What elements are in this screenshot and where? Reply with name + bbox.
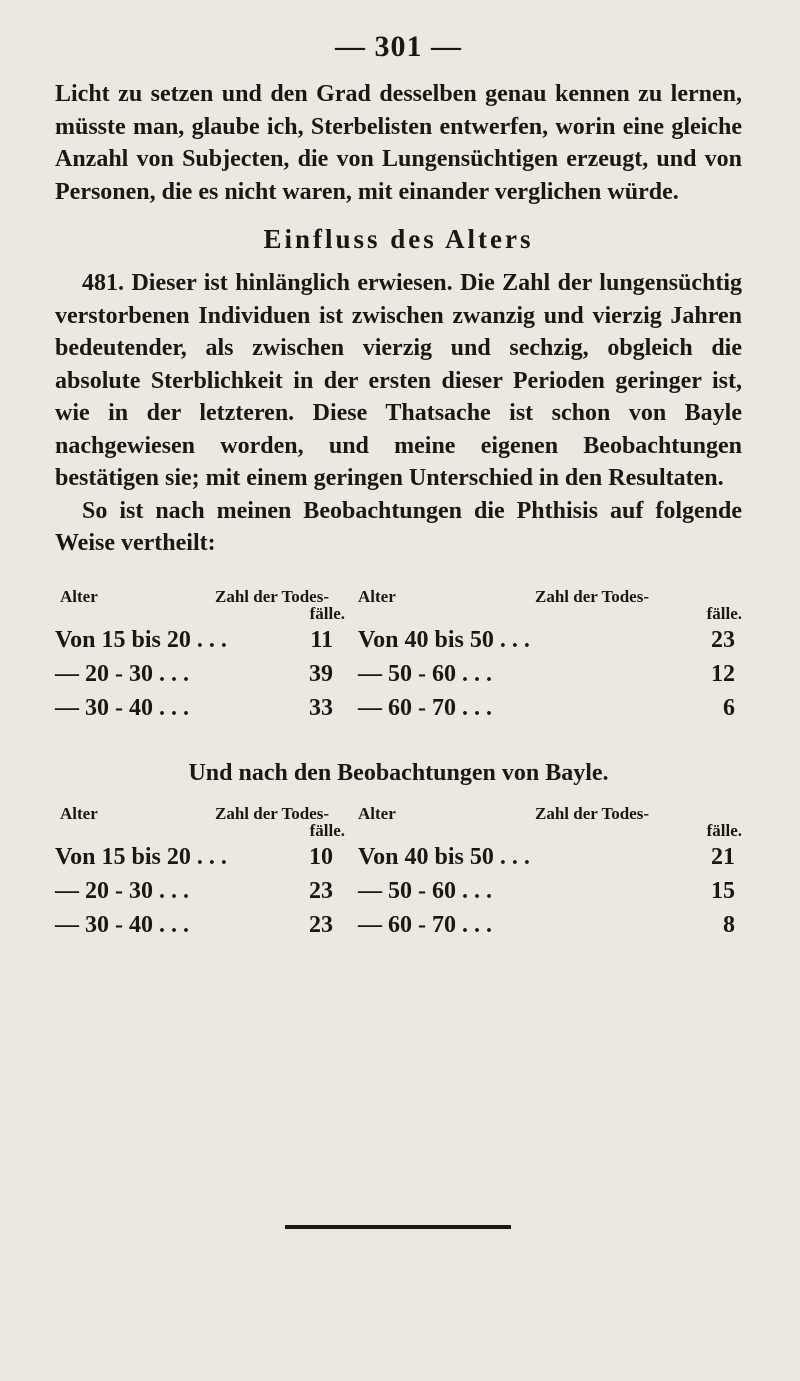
section-body: Dieser ist hinlänglich erwiesen. Die Zahl der lungensüchtig verstorbenen Individuen ist zwischen zwanzig und vierzig Jahren bedeutender, als zwischen vierzig und sechzig, obgleich die absolute Sterblichkeit in der ersten dieser Perioden geringer ist, wie in der letzteren. Diese Thatsache ist schon von Bayle nachgewiesen worden, und meine eigenen Beobachtungen bestätigen sie; mit einem geringen Unterschied in den Resultaten. bbox=[55, 270, 743, 491]
header-zahl-left-sub: fälle. bbox=[309, 820, 345, 840]
mortality-table-own bbox=[55, 588, 742, 738]
age-range-left: — 20 - 30 . . . bbox=[55, 877, 189, 904]
table-row bbox=[55, 843, 742, 871]
age-range-left: — 30 - 40 . . . bbox=[55, 694, 189, 721]
opening-paragraph: Licht zu setzen und den Grad desselben genau kennen zu lernen, müsste man, glaube ich, Sterbelisten entwerfen, worin eine gleiche Anzahl von Subjecten, die von Lungensüchtigen erzeugt, und von Personen, die es nicht waren, mit einander verglichen würde. bbox=[55, 81, 742, 205]
death-count-right: 12 bbox=[711, 660, 735, 687]
header-zahl-left: Zahl der Todes- bbox=[215, 586, 330, 606]
table-row bbox=[55, 694, 742, 722]
header-alter-left: Alter bbox=[60, 803, 98, 823]
death-count-right: 21 bbox=[711, 843, 735, 870]
header-zahl-left-sub: fälle. bbox=[309, 603, 345, 623]
table-caption-bayle: Und nach den Beobachtungen von Bayle. bbox=[188, 759, 609, 786]
age-range-right: — 60 - 70 . . . bbox=[358, 911, 492, 938]
header-zahl-right: Zahl der Todes- bbox=[535, 586, 650, 606]
death-count-left: 11 bbox=[310, 626, 333, 653]
death-count-left: 10 bbox=[309, 843, 333, 870]
header-zahl-right-sub: fälle. bbox=[706, 603, 742, 623]
death-count-right: 8 bbox=[723, 911, 735, 938]
age-range-left: Von 15 bis 20 . . . bbox=[55, 626, 227, 653]
intro-paragraph: So ist nach meinen Beobachtungen die Phthisis auf folgende Weise vertheilt: bbox=[55, 497, 742, 556]
section-number: 481. bbox=[82, 270, 124, 296]
header-zahl-right-sub: fälle. bbox=[706, 820, 742, 840]
death-count-right: 6 bbox=[723, 694, 735, 721]
page-number: — 301 — bbox=[335, 30, 462, 63]
age-range-right: — 60 - 70 . . . bbox=[358, 694, 492, 721]
death-count-left: 23 bbox=[309, 911, 333, 938]
header-alter-right: Alter bbox=[358, 586, 396, 606]
mortality-table-bayle bbox=[55, 805, 742, 955]
section-paragraph bbox=[55, 267, 742, 495]
table-row bbox=[55, 877, 742, 905]
header-zahl-right: Zahl der Todes- bbox=[535, 803, 650, 823]
section-heading: Einfluss des Alters bbox=[263, 224, 534, 254]
age-range-left: — 20 - 30 . . . bbox=[55, 660, 189, 687]
death-count-right: 15 bbox=[711, 877, 735, 904]
age-range-left: Von 15 bis 20 . . . bbox=[55, 843, 227, 870]
header-alter-left: Alter bbox=[60, 586, 98, 606]
death-count-left: 39 bbox=[309, 660, 333, 687]
death-count-right: 23 bbox=[711, 626, 735, 653]
header-zahl-left: Zahl der Todes- bbox=[215, 803, 330, 823]
death-count-left: 33 bbox=[309, 694, 333, 721]
closing-rule bbox=[285, 1225, 511, 1229]
age-range-right: Von 40 bis 50 . . . bbox=[358, 626, 530, 653]
age-range-right: Von 40 bis 50 . . . bbox=[358, 843, 530, 870]
table-row bbox=[55, 626, 742, 654]
table-row bbox=[55, 660, 742, 688]
header-alter-right: Alter bbox=[358, 803, 396, 823]
age-range-left: — 30 - 40 . . . bbox=[55, 911, 189, 938]
table-row bbox=[55, 911, 742, 939]
age-range-right: — 50 - 60 . . . bbox=[358, 660, 492, 687]
death-count-left: 23 bbox=[309, 877, 333, 904]
age-range-right: — 50 - 60 . . . bbox=[358, 877, 492, 904]
